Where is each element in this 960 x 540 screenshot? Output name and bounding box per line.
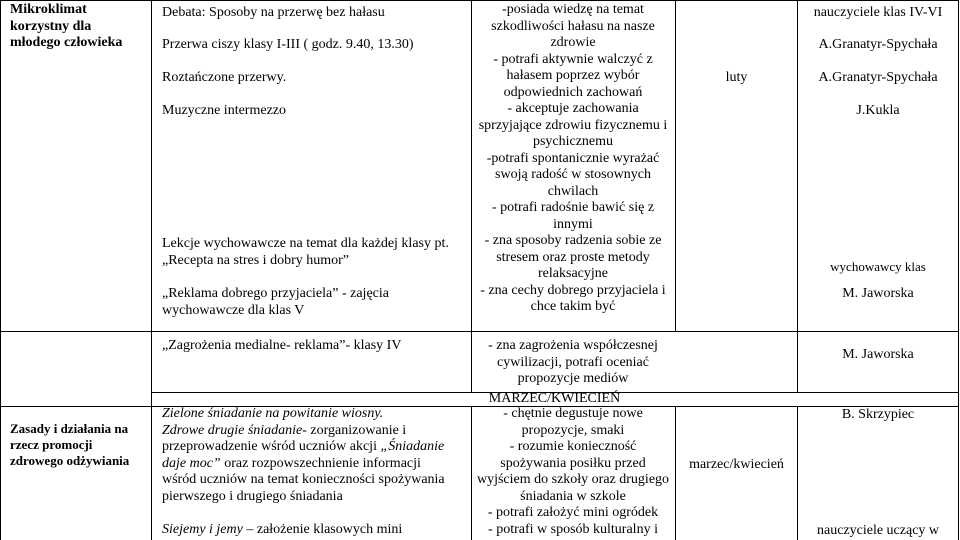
activity-desc-line <box>162 456 470 473</box>
table-divider-col4-lower <box>797 406 798 540</box>
outcome-line: relaksacyjne <box>538 266 608 281</box>
section3-title-line: zdrowego odżywiania <box>10 453 130 468</box>
outcome-line: sprzyjające zdrowiu fizycznemu i <box>478 117 668 133</box>
outcome-line: innymi <box>553 216 593 232</box>
section3-term: marzec/kwiecień <box>689 457 784 472</box>
responsible-person: M. Jaworska <box>842 286 914 301</box>
outcome-line: - akceptuje zachowania <box>507 101 639 116</box>
section3-outcomes <box>471 406 675 538</box>
outcome-line: psychicznemu <box>532 134 614 149</box>
activity-desc-line <box>162 439 470 456</box>
activity-title: Zielone śniadanie na powitanie wiosny. <box>162 406 384 421</box>
activity-desc-line: wśród uczniów na temat konieczności spożywania <box>162 472 445 487</box>
responsible-homeroom: wychowawcy klas <box>830 259 926 274</box>
section1-outcomes <box>471 2 675 316</box>
section3-responsible: B. Skrzypiec <box>841 407 915 422</box>
responsible-person: A.Granatyr-Spychała <box>818 37 938 52</box>
outcome-line: stresem oraz proste metody <box>496 249 650 265</box>
outcome-line: - zna sposoby radzenia sobie ze <box>484 233 662 248</box>
section1-activities <box>162 0 467 330</box>
outcome-line: propozycje, smaki <box>521 422 625 438</box>
section1-title <box>10 2 122 52</box>
outcome-line: - zna zagrożenia współczesnej <box>488 338 658 353</box>
section1-term: luty <box>725 70 748 85</box>
outcome-line: cywilizacji, potrafi oceniać <box>497 354 649 370</box>
activity-desc-line <box>162 423 470 440</box>
outcome-line: - potrafi założyć mini ogródek <box>487 505 659 520</box>
month-banner: MARZEC/KWIECIEŃ <box>488 391 621 406</box>
activity-name: „Śniadanie <box>380 439 445 454</box>
activity-desc-line: pierwszego i drugiego śniadania <box>162 488 343 504</box>
outcome-line: - potrafi aktywnie walczyć z <box>493 51 653 67</box>
activity-dance: Roztańczone przerwy. <box>162 70 287 85</box>
activity-debate: Debata: Sposoby na przerwę bez hałasu <box>162 5 385 20</box>
section3-title <box>10 421 129 469</box>
section1-title-line: korzystny dla <box>10 18 92 34</box>
activity-text: - zorganizowanie i <box>302 422 407 438</box>
outcome-line: odpowiednich zachowań <box>503 84 643 100</box>
activity-music: Muzyczne intermezzo <box>162 103 286 118</box>
activity-quiet-break: Przerwa ciszy klasy I-III ( godz. 9.40, 13.30) <box>162 37 414 52</box>
outcome-line: propozycje mediów <box>517 371 629 386</box>
activity-ad-line: wychowawcze dla klas V <box>162 303 305 318</box>
activity-recipe: „Recepta na stres i dobry humor” <box>162 253 349 268</box>
outcome-line: spożywania posiłku przed <box>500 455 646 471</box>
outcome-line: zdrowie <box>550 35 596 50</box>
table-divider-col1 <box>151 0 152 540</box>
outcome-line: -potrafi spontanicznie wyrażać <box>486 150 660 166</box>
responsible-person: J.Kukla <box>856 103 900 118</box>
section2-responsible: M. Jaworska <box>842 347 914 362</box>
section3-title-line: rzecz promocji <box>10 437 93 452</box>
outcome-line: chce takim być <box>530 299 616 314</box>
activity-desc-line <box>162 522 470 539</box>
section3-responsible-teachers: nauczyciele uczący w <box>816 523 940 538</box>
section3-title-line: Zasady i działania na <box>10 421 129 436</box>
table-divider-col3 <box>675 0 676 331</box>
outcome-line: - chętnie degustuje nowe <box>503 406 643 421</box>
activity-text: przeprowadzenie wśród uczniów akcji <box>162 439 381 454</box>
activity-ad-line: „Reklama dobrego przyjaciela” - zajęcia <box>162 286 389 301</box>
outcome-line: -posiada wiedzę na temat <box>502 2 644 17</box>
responsible-person: A.Granatyr-Spychała <box>818 70 938 85</box>
outcome-line: swoją radość w stosownych <box>495 167 651 182</box>
outcome-line: - rozumie konieczność <box>509 439 637 454</box>
table-row-divider <box>0 331 959 332</box>
outcome-line: - zna cechy dobrego przyjaciela i <box>480 282 666 298</box>
table-border-left <box>0 0 1 540</box>
activity-name: Siejemy i jemy <box>162 522 243 537</box>
outcome-line: hałasem poprzez wybór <box>506 68 640 83</box>
outcome-line: szkodliwości hałasu na nasze <box>491 18 655 34</box>
section2-outcomes <box>471 338 675 388</box>
activity-text: – założenie klasowych mini <box>242 522 403 537</box>
section1-title-line: młodego człowieka <box>10 35 123 50</box>
section3-activity <box>162 406 470 539</box>
outcome-line: - potrafi w sposób kulturalny i <box>488 521 658 537</box>
activity-homeroom: Lekcje wychowawcze na temat dla każdej klasy pt. <box>162 236 449 251</box>
outcome-line: - potrafi radośnie bawić się z <box>491 200 655 215</box>
activity-name: Zdrowe drugie śniadanie <box>162 422 303 438</box>
section2-activity: „Zagrożenia medialne- reklama”- klasy IV <box>162 338 402 353</box>
section1-title-line: Mikroklimat <box>10 2 87 17</box>
section1-responsible <box>798 0 958 330</box>
table-border-right <box>958 0 959 540</box>
outcome-line: chwilach <box>547 183 599 199</box>
activity-text: oraz rozpowszechnienie informacji <box>220 455 421 471</box>
responsible-teachers: nauczyciele klas IV-VI <box>813 5 943 20</box>
outcome-line: śniadania w szkole <box>520 488 626 504</box>
outcome-line: wyjściem do szkoły oraz drugiego <box>476 472 670 487</box>
activity-name: daje moc” <box>162 455 221 471</box>
